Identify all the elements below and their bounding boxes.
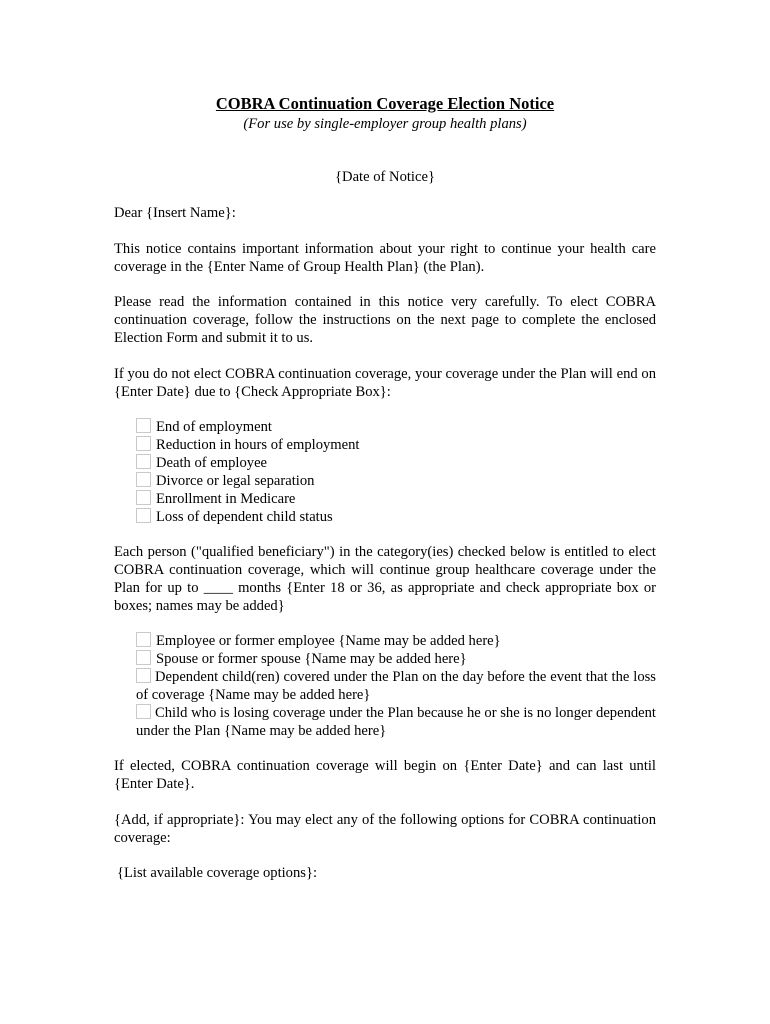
paragraph-elected: If elected, COBRA continuation coverage will begin on {Enter Date} and can last until {Enter Date}. — [114, 758, 656, 792]
paragraph-coverage-end: If you do not elect COBRA continuation coverage, your coverage under the Plan will end on {Enter Date} due to {Check Appropriate Box}: — [114, 366, 656, 400]
beneficiary-label: Employee or former employee {Name may be added here} — [156, 633, 501, 649]
event-label: Enrollment in Medicare — [156, 491, 296, 507]
checkbox[interactable] — [136, 632, 151, 647]
beneficiary-item[interactable] — [136, 632, 501, 650]
beneficiary-label: Spouse or former spouse {Name may be added here} — [156, 651, 467, 667]
event-item[interactable] — [136, 436, 359, 454]
event-label: End of employment — [156, 419, 272, 435]
paragraph-beneficiary: Each person ("qualified beneficiary") in the category(ies) checked below is entitled to elect COBRA continuation coverage, which will continue group healthcare coverage under the Plan for up to ____ months {Enter 18 or 36, as appropriate and check appropriate box or boxes; names may be added} — [114, 544, 656, 614]
beneficiary-item[interactable] — [136, 650, 467, 668]
paragraph-read-carefully: Please read the information contained in this notice very carefully. To elect COBRA continuation coverage, follow the instructions on the next page to complete the enclosed Election Form and submit it to us. — [114, 294, 656, 346]
checkbox[interactable] — [136, 490, 151, 505]
checkbox[interactable] — [136, 668, 151, 683]
checkbox[interactable] — [136, 704, 151, 719]
checkbox[interactable] — [136, 454, 151, 469]
event-item[interactable] — [136, 508, 333, 526]
beneficiary-item[interactable] — [136, 668, 656, 704]
event-item[interactable] — [136, 472, 314, 490]
event-item[interactable] — [136, 490, 295, 508]
event-item[interactable] — [136, 418, 272, 436]
event-label: Death of employee — [156, 455, 268, 471]
event-label: Reduction in hours of employment — [156, 437, 360, 453]
document-subtitle: (For use by single-employer group health plans) — [243, 116, 527, 132]
event-label: Divorce or legal separation — [156, 473, 315, 489]
checkbox[interactable] — [136, 436, 151, 451]
checkbox[interactable] — [136, 418, 151, 433]
event-label: Loss of dependent child status — [156, 509, 333, 525]
salutation: Dear {Insert Name}: — [114, 205, 236, 221]
beneficiary-item[interactable] — [136, 704, 656, 740]
date-of-notice: {Date of Notice} — [335, 169, 435, 185]
checkbox[interactable] — [136, 508, 151, 523]
beneficiary-label: Dependent child(ren) covered under the Plan on the day before the event that the loss of coverage {Name may be added here} — [136, 669, 656, 703]
checkbox[interactable] — [136, 650, 151, 665]
event-item[interactable] — [136, 454, 267, 472]
document-title: COBRA Continuation Coverage Election Notice — [215, 94, 555, 113]
beneficiary-label: Child who is losing coverage under the Plan because he or she is no longer dependent under the Plan {Name may be added here} — [136, 705, 656, 739]
checkbox[interactable] — [136, 472, 151, 487]
paragraph-options: {Add, if appropriate}: You may elect any of the following options for COBRA continuation coverage: — [114, 812, 656, 846]
list-coverage-options: {List available coverage options}: — [117, 865, 318, 881]
paragraph-intro: This notice contains important information about your right to continue your health care coverage in the {Enter Name of Group Health Plan} (the Plan). — [114, 241, 656, 275]
